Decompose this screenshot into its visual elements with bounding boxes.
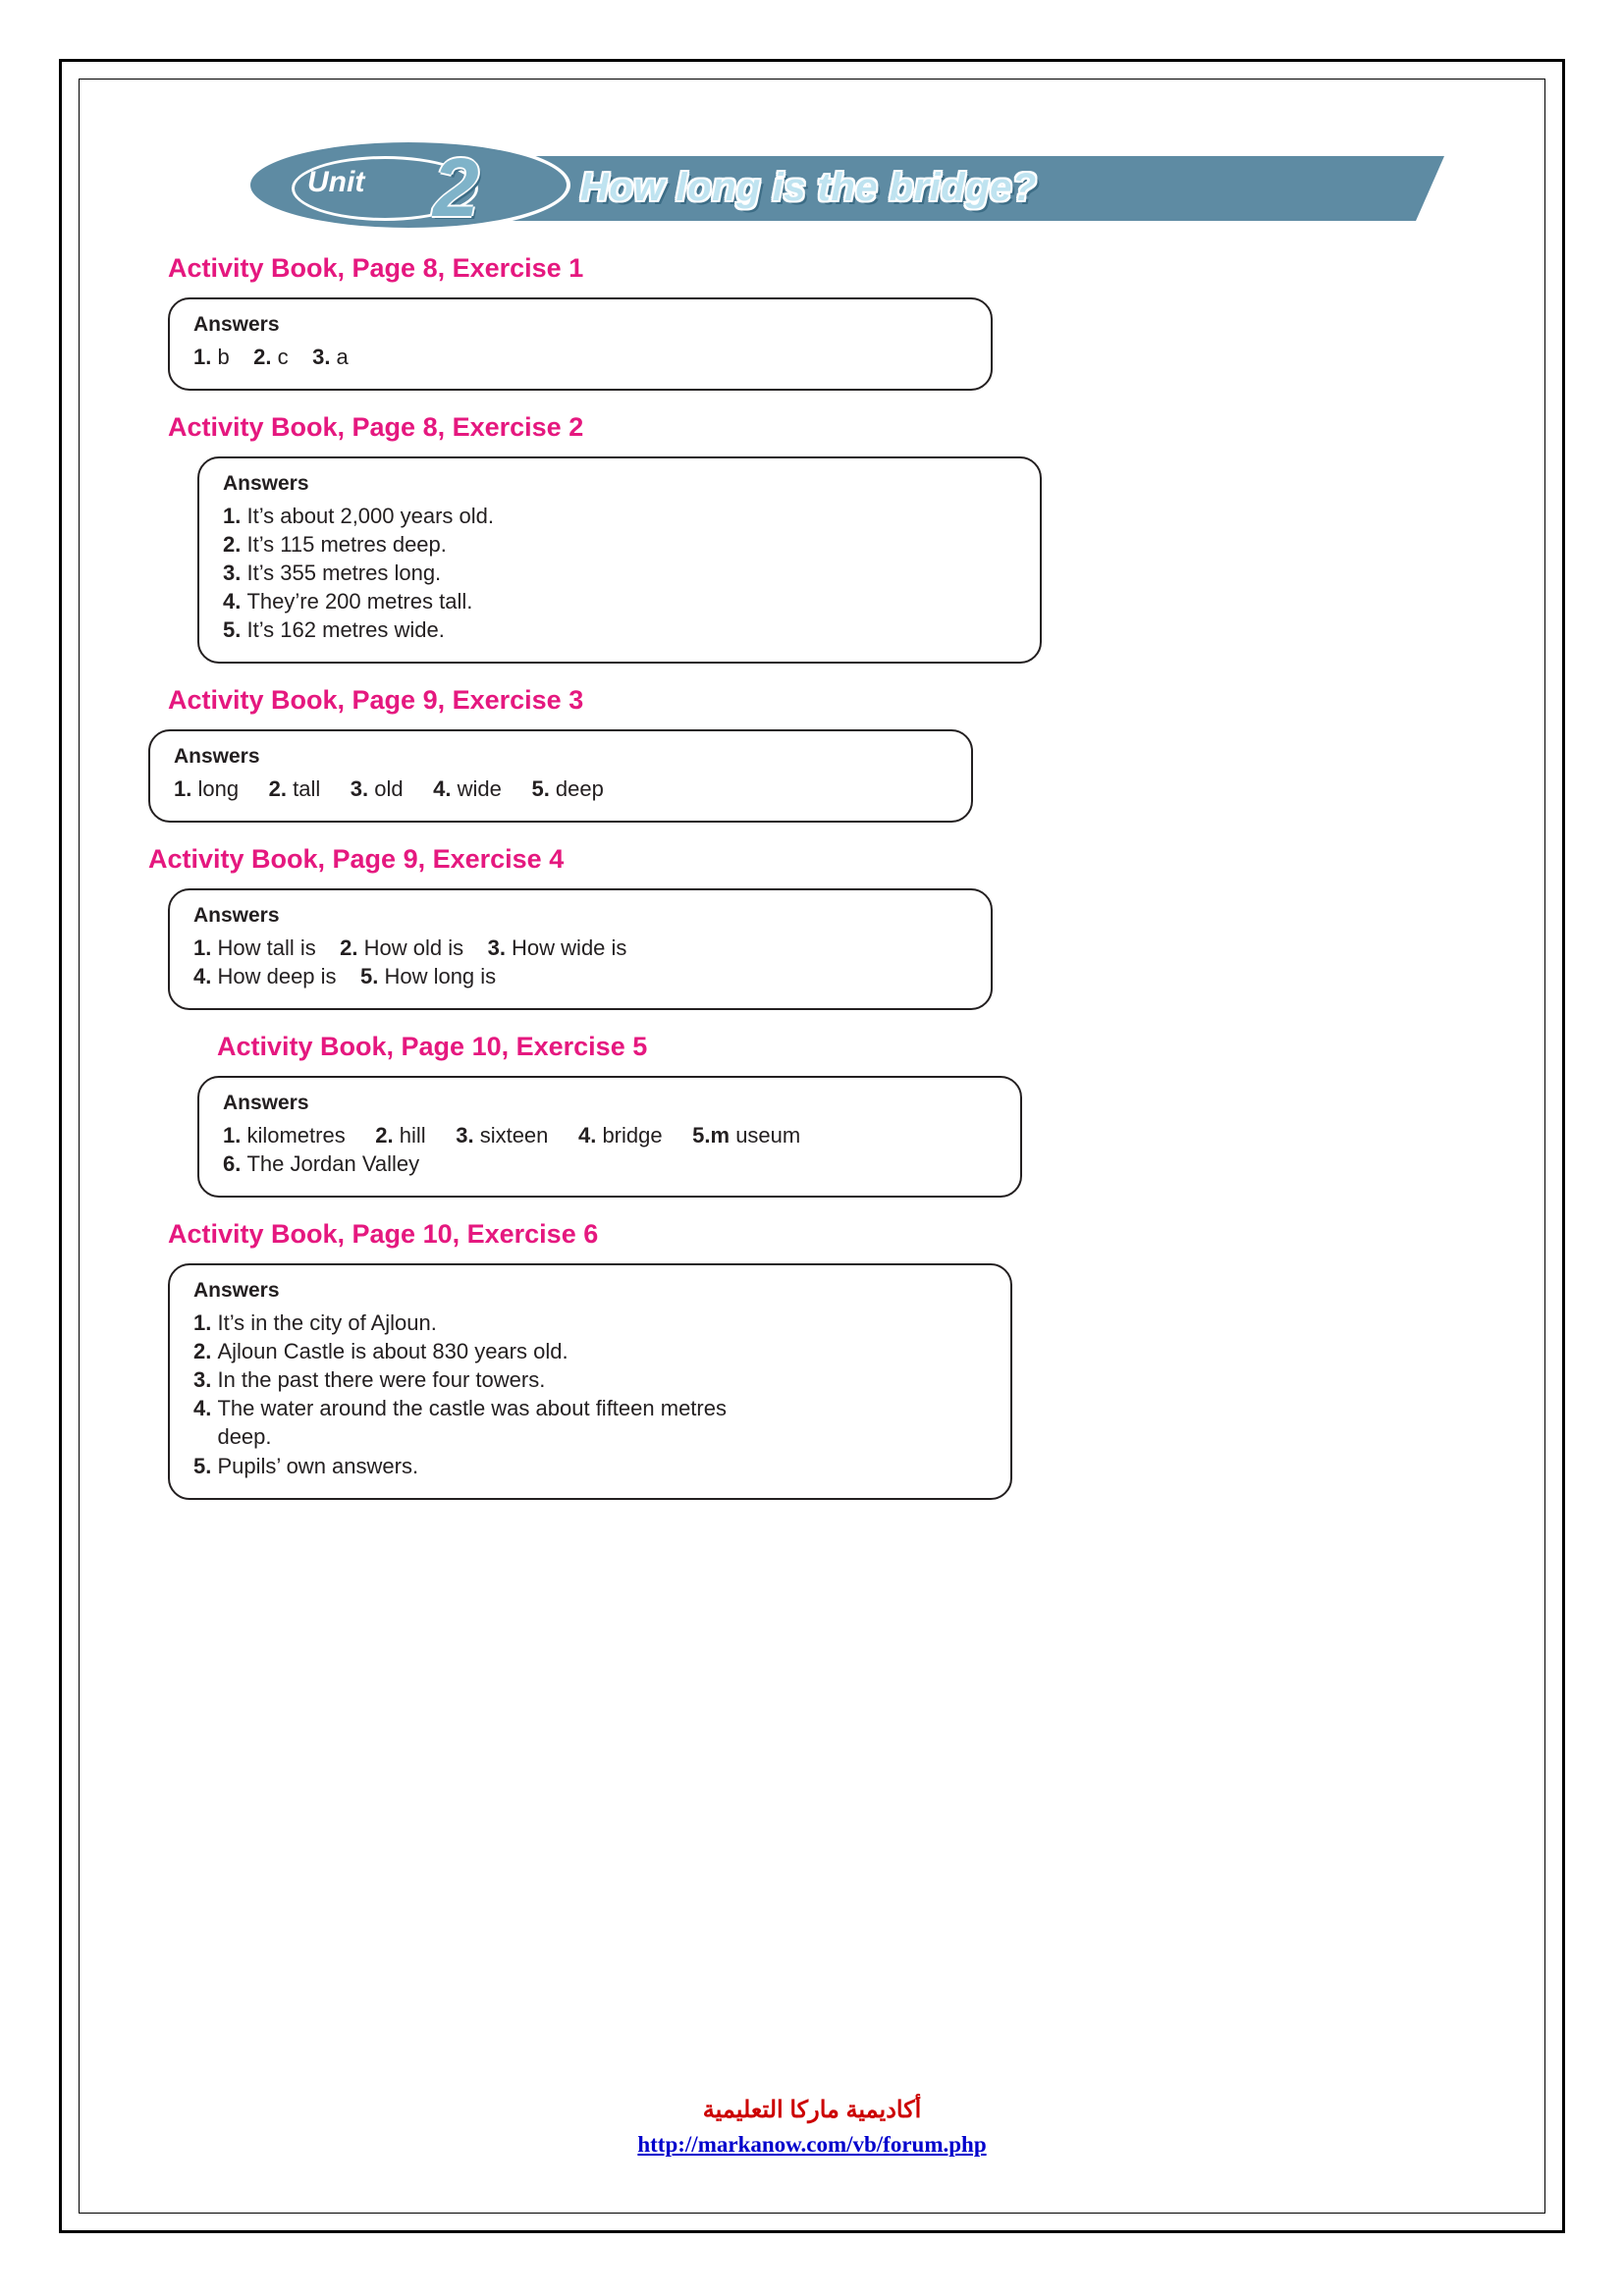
section-ab-p9-ex3 xyxy=(148,685,1476,823)
answer-line: 1. It’s in the city of Ajloun. xyxy=(193,1310,437,1336)
answer-line: 1. b 2. c 3. a xyxy=(193,345,349,369)
footer-academy-name: أكاديمية ماركا التعليمية xyxy=(702,2097,922,2123)
unit-title: How long is the bridge? xyxy=(580,166,1037,209)
answer-line: 3. It’s 355 metres long. xyxy=(223,561,442,586)
unit-label: Unit xyxy=(307,166,365,198)
answer-line: 5. Pupils’ own answers. xyxy=(193,1453,419,1478)
answers-label: Answers xyxy=(193,313,280,336)
answers-label: Answers xyxy=(174,745,260,769)
answer-line: 2. It’s 115 metres deep. xyxy=(223,532,447,558)
answers-label: Answers xyxy=(193,1279,280,1303)
section-title: Activity Book, Page 9, Exercise 3 xyxy=(168,685,584,716)
answers-label: Answers xyxy=(193,904,280,928)
answers-label: Answers xyxy=(223,1092,309,1115)
answer-line: 1. How tall is 2. How old is 3. How wide is xyxy=(193,935,627,961)
answer-box xyxy=(197,1076,1022,1198)
answer-line: 1. It’s about 2,000 years old. xyxy=(223,504,495,529)
answer-box xyxy=(148,729,973,823)
answer-line: 1. long 2. tall 3. old 4. wide 5. deep xyxy=(174,776,604,802)
answer-line: 4. They’re 200 metres tall. xyxy=(223,589,473,614)
unit-banner xyxy=(246,138,1476,232)
page-outer-border xyxy=(59,59,1565,2233)
section-ab-p8-ex2 xyxy=(148,412,1476,664)
section-title: Activity Book, Page 10, Exercise 5 xyxy=(217,1032,648,1062)
answer-line: 2. Ajloun Castle is about 830 years old. xyxy=(193,1339,568,1364)
section-title: Activity Book, Page 8, Exercise 2 xyxy=(168,412,584,443)
answers-label: Answers xyxy=(223,472,309,496)
answer-box xyxy=(168,297,993,391)
page-inner-border xyxy=(79,79,1545,2214)
section-ab-p9-ex4 xyxy=(148,844,1476,1010)
answer-line: 1. kilometres 2. hill 3. sixteen 4. bridge 5.m useum xyxy=(223,1123,801,1148)
answer-line: 4. How deep is 5. How long is xyxy=(193,964,497,989)
answer-box xyxy=(168,1263,1012,1499)
answer-line: deep. xyxy=(193,1424,272,1450)
answer-box xyxy=(168,888,993,1010)
answer-line: 3. In the past there were four towers. xyxy=(193,1367,546,1393)
unit-badge xyxy=(246,138,570,232)
section-ab-p10-ex5 xyxy=(148,1032,1476,1198)
answer-box xyxy=(197,456,1042,664)
section-title: Activity Book, Page 9, Exercise 4 xyxy=(148,844,565,875)
answer-line: 5. It’s 162 metres wide. xyxy=(223,617,445,643)
answer-line: 6. The Jordan Valley xyxy=(223,1151,420,1177)
page-content xyxy=(80,80,1544,2213)
page-footer xyxy=(80,2096,1544,2158)
section-title: Activity Book, Page 8, Exercise 1 xyxy=(168,253,584,283)
answer-line: 4. The water around the castle was about fifteen metres xyxy=(193,1396,727,1421)
unit-number: 2 xyxy=(433,141,479,234)
section-title: Activity Book, Page 10, Exercise 6 xyxy=(168,1219,599,1250)
footer-forum-link[interactable]: http://markanow.com/vb/forum.php xyxy=(637,2132,987,2157)
section-ab-p10-ex6 xyxy=(148,1219,1476,1499)
section-ab-p8-ex1 xyxy=(148,253,1476,391)
